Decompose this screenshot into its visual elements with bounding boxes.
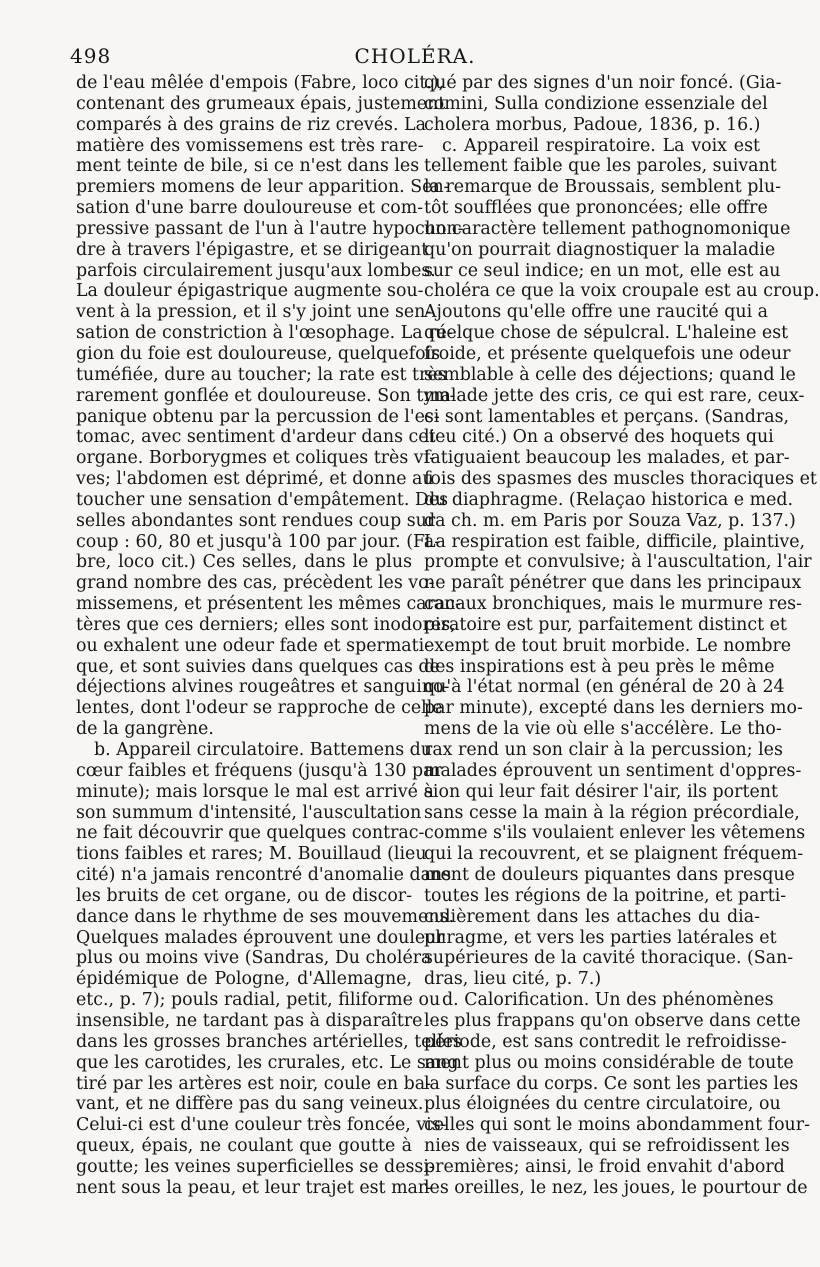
- text-line: lentes, dont l'odeur se rapproche de celle: [76, 698, 443, 719]
- text-line: fois des spasmes des muscles thoraciques et: [424, 469, 817, 490]
- text-line: grand nombre des cas, précèdent les vo-: [76, 573, 435, 594]
- text-line: les bruits de cet organe, ou de discor-: [76, 885, 412, 906]
- text-line: la surface du corps. Ce sont les parties les: [424, 1073, 799, 1094]
- text-line: pressive passant de l'un à l'autre hypochon-: [76, 218, 464, 239]
- text-line: ment plus ou moins considérable de toute: [424, 1052, 794, 1073]
- text-line: tomac, avec sentiment d'ardeur dans cet: [76, 427, 436, 448]
- text-line: La douleur épigastrique augmente sou-: [76, 281, 424, 302]
- text-line: tions faibles et rares; M. Bouillaud (lieu: [76, 844, 427, 865]
- text-line: semblable à celle des déjections; quand le: [424, 364, 796, 385]
- text-line: ment teinte de bile, si ce n'est dans les: [76, 156, 420, 177]
- text-line: cholera morbus, Padoue, 1836, p. 16.): [424, 114, 761, 135]
- text-line: missemens, et présentent les mêmes carac-: [76, 594, 461, 615]
- text-line: déjections alvines rougeâtres et sanguino-: [76, 677, 450, 698]
- text-line: vent à la pression, et il s'y joint une sen-: [76, 302, 432, 323]
- text-line: panique obtenu par la percussion de l'es-: [76, 406, 440, 427]
- text-line: exempt de tout bruit morbide. Le nombre: [424, 635, 792, 656]
- text-line: piratoire est pur, parfaitement distinct et: [424, 614, 787, 635]
- text-line: toutes les régions de la poitrine, et parti-: [424, 885, 787, 906]
- text-line: que, et sont suivies dans quelques cas de: [76, 656, 440, 677]
- text-line: parfois circulairement jusqu'aux lombes.: [76, 260, 436, 281]
- text-line: culièrement dans les attaches du dia-: [424, 906, 760, 927]
- text-line: choléra ce que la voix croupale est au croup.: [424, 281, 820, 302]
- text-line: sation de constriction à l'œsophage. La ré-: [76, 323, 453, 344]
- text-line: cité) n'a jamais rencontré d'anomalie dans: [76, 865, 452, 886]
- text-line: d. Calorification. Un des phénomènes: [442, 990, 774, 1011]
- text-line: froide, et présente quelquefois une odeur: [424, 343, 791, 364]
- running-title: CHOLÉRA.: [354, 44, 476, 68]
- text-line: ne paraît pénétrer que dans les principaux: [424, 573, 802, 594]
- text-line: supérieures de la cavité thoracique. (San-: [424, 948, 794, 969]
- text-line: du diaphragme. (Relaçao historica e med.: [424, 489, 794, 510]
- text-line: mens de la vie où elle s'accélère. Le tho-: [424, 719, 782, 740]
- text-line: ou exhalent une odeur fade et spermati-: [76, 635, 431, 656]
- text-line: des inspirations est à peu près le même: [424, 656, 775, 677]
- text-line: dans les grosses branches artérielles, telles: [76, 1031, 462, 1052]
- text-line: les oreilles, le nez, les joues, le pourtour de: [424, 1177, 808, 1198]
- text-line: ci sont lamentables et perçans. (Sandras,: [424, 406, 790, 427]
- text-line: La respiration est faible, difficile, plaintive,: [424, 531, 806, 552]
- text-line: lieu cité.) On a observé des hoquets qui: [424, 427, 774, 448]
- text-line: épidémique de Pologne, d'Allemagne,: [76, 969, 412, 990]
- text-line: tôt soufflées que prononcées; elle offre: [424, 198, 768, 219]
- text-line: vant, et ne diffère pas du sang veineux.: [76, 1094, 424, 1115]
- page-number: 498: [70, 44, 112, 68]
- text-line: cœur faibles et fréquens (jusqu'à 130 par: [76, 760, 442, 781]
- text-line: malades éprouvent un sentiment d'oppres-: [424, 760, 802, 781]
- text-line: nent sous la peau, et leur trajet est mar-: [76, 1177, 433, 1198]
- text-line: minute); mais lorsque le mal est arrivé à: [76, 781, 434, 802]
- text-line: coup : 60, 80 et jusqu'à 100 par jour. (Fa-: [76, 531, 441, 552]
- text-line: de l'eau mêlée d'empois (Fabre, loco cit.),: [76, 73, 445, 93]
- text-line: insensible, ne tardant pas à disparaître: [76, 1010, 423, 1031]
- text-line: dras, lieu cité, p. 7.): [424, 969, 602, 990]
- text-line: plus ou moins vive (Sandras, Du choléra: [76, 948, 432, 969]
- text-line: rax rend un son clair à la percussion; les: [424, 740, 783, 760]
- text-line: Ajoutons qu'elle offre une raucité qui a: [424, 302, 769, 323]
- text-line: b. Appareil circulatoire. Battemens du: [94, 740, 432, 760]
- text-line: que les carotides, les crurales, etc. Le sang: [76, 1052, 459, 1073]
- text-line: Quelques malades éprouvent une douleur: [76, 927, 445, 948]
- text-line: nies de vaisseaux, qui se refroidissent les: [424, 1136, 790, 1157]
- text-line: période, est sans contredit le refroidisse-: [424, 1031, 787, 1052]
- text-line: dance dans le rhythme de ses mouvemens.: [76, 906, 454, 927]
- text-line: malade jette des cris, ce qui est rare, ceux-: [424, 385, 805, 406]
- text-line: etc., p. 7); pouls radial, petit, filiforme ou: [76, 990, 441, 1011]
- text-line: goutte; les veines superficielles se dessi-: [76, 1156, 435, 1177]
- text-line: premières; ainsi, le froid envahit d'abord: [424, 1156, 785, 1177]
- text-line: canaux bronchiques, mais le murmure res-: [424, 594, 802, 615]
- text-line: bre, loco cit.) Ces selles, dans le plus: [76, 552, 412, 573]
- text-line: gion du foie est douloureuse, quelquefois: [76, 343, 441, 364]
- text-line: les plus frappans qu'on observe dans cette: [424, 1010, 801, 1031]
- text-line: phragme, et vers les parties latérales et: [424, 927, 777, 948]
- text-line: tellement faible que les paroles, suivant: [424, 156, 777, 177]
- text-line: comparés à des grains de riz crevés. La: [76, 114, 426, 135]
- text-line: matière des vomissemens est très rare-: [76, 135, 424, 156]
- text-line: selles abondantes sont rendues coup sur: [76, 510, 436, 531]
- text-line: tères que ces derniers; elles sont inodores,: [76, 614, 456, 635]
- text-line: sation d'une barre douloureuse et com-: [76, 198, 424, 219]
- text-line: organe. Borborygmes et coliques très vi-: [76, 448, 436, 469]
- text-line: dre à travers l'épigastre, et se dirigeant: [76, 239, 429, 260]
- text-line: qu'on pourrait diagnostiquer la maladie: [424, 239, 776, 260]
- text-line: sans cesse la main à la région précordiale,: [424, 802, 800, 823]
- text-line: par minute), excepté dans les derniers mo-: [424, 698, 803, 719]
- text-line: qu'à l'état normal (en général de 20 à 24: [424, 677, 785, 698]
- text-line: la remarque de Broussais, semblent plu-: [424, 177, 782, 198]
- text-line: prompte et convulsive; à l'auscultation, l'air: [424, 552, 812, 573]
- left-column: [76, 73, 464, 1199]
- text-line: toucher une sensation d'empâtement. Des: [76, 489, 449, 510]
- text-line: son summum d'intensité, l'auscultation: [76, 802, 422, 823]
- text-line: tiré par les artères est noir, coule en ba-: [76, 1073, 431, 1094]
- right-column: [424, 73, 820, 1199]
- text-line: queux, épais, ne coulant que goutte à: [76, 1136, 412, 1157]
- text-line: de la gangrène.: [76, 719, 214, 740]
- text-line: contenant des grumeaux épais, justement: [76, 93, 446, 114]
- text-line: comme s'ils voulaient enlever les vêtemens: [424, 823, 806, 844]
- text-line: comini, Sulla condizione essenziale del: [424, 93, 768, 114]
- text-line: tuméfiée, dure au toucher; la rate est très: [76, 364, 447, 385]
- text-line: un caractère tellement pathognomonique: [424, 218, 791, 239]
- text-line: sur ce seul indice; en un mot, elle est au: [424, 260, 781, 281]
- text-line: plus éloignées du centre circulatoire, ou: [424, 1094, 781, 1115]
- text-line: ne fait découvrir que quelques contrac-: [76, 823, 425, 844]
- text-line: ment de douleurs piquantes dans presque: [424, 865, 795, 886]
- text-line: fatiguaient beaucoup les malades, et par-: [424, 448, 790, 469]
- text-line: premiers momens de leur apparition. Sen-: [76, 177, 450, 198]
- text-line: ves; l'abdomen est déprimé, et donne au: [76, 469, 434, 490]
- text-line: c. Appareil respiratoire. La voix est: [442, 135, 760, 156]
- text-line: da ch. m. em Paris por Souza Vaz, p. 137.): [424, 510, 796, 531]
- text-line: celles qui sont le moins abondamment four-: [424, 1115, 810, 1136]
- text-line: qué par des signes d'un noir foncé. (Gia-: [424, 73, 782, 93]
- page-header: [70, 44, 760, 70]
- text-line: sion qui leur fait désirer l'air, ils portent: [424, 781, 778, 802]
- text-line: Celui-ci est d'une couleur très foncée, vis-: [76, 1115, 447, 1136]
- text-line: quelque chose de sépulcral. L'haleine est: [424, 323, 789, 344]
- text-line: rarement gonflée et douloureuse. Son tym-: [76, 385, 456, 406]
- text-line: qui la recouvrent, et se plaignent fréquem-: [424, 844, 804, 865]
